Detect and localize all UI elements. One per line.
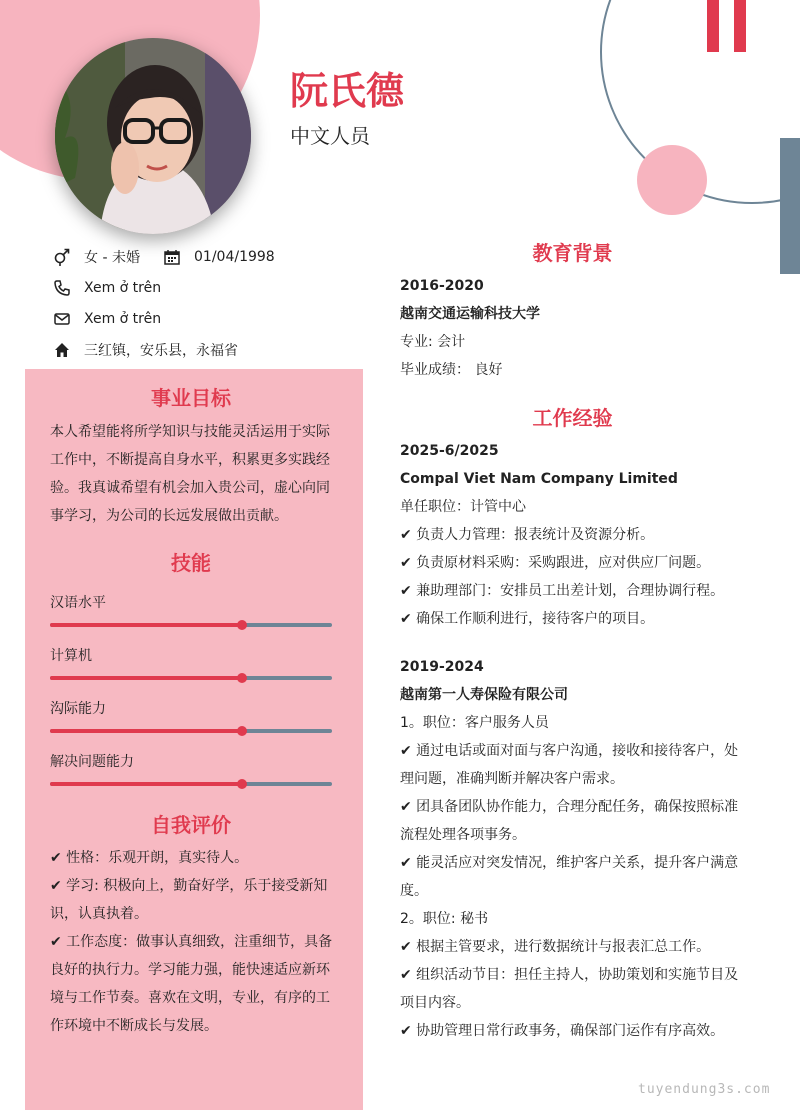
birthdate-text: 01/04/1998 bbox=[194, 249, 275, 265]
skills-title: 技能 bbox=[171, 551, 211, 575]
candidate-name: 阮氏德 bbox=[290, 68, 405, 113]
skill-bar-knob bbox=[237, 673, 247, 683]
skill-bar-fill bbox=[50, 729, 242, 733]
skill-bar bbox=[50, 782, 332, 786]
job-detail-line: ✔ 根据主管要求，进行数据统计与报表汇总工作。 bbox=[400, 939, 711, 955]
job-detail-line: 1。职位：客户服务人员 bbox=[400, 715, 549, 731]
calendar-icon bbox=[162, 249, 182, 265]
education-period: 2016-2020 bbox=[400, 278, 484, 294]
paragraph-line: 本人希望能将所学知识与技能灵活运用于实际 bbox=[50, 424, 330, 440]
job-company: 越南第一人寿保险有限公司 bbox=[400, 687, 568, 703]
skill-bar-fill bbox=[50, 782, 242, 786]
skill-label: 计算机 bbox=[50, 648, 92, 664]
skill-label: 解决问题能力 bbox=[50, 754, 134, 770]
watermark: tuyendung3s.com bbox=[638, 1082, 771, 1097]
education-school: 越南交通运输科技大学 bbox=[400, 306, 540, 322]
experience-title: 工作经验 bbox=[532, 406, 613, 430]
paragraph-line: 识，认真执着。 bbox=[50, 906, 148, 922]
job-detail-line: ✔ 协助管理日常行政事务，确保部门运作有序高效。 bbox=[400, 1023, 725, 1039]
email-text: Xem ở trên bbox=[84, 311, 162, 327]
birthdate-row bbox=[162, 247, 275, 267]
paragraph-line: 事学习，为公司的长远发展做出贡献。 bbox=[50, 508, 288, 524]
skill-label: 汉语水平 bbox=[50, 595, 106, 611]
skill-bar-knob bbox=[237, 779, 247, 789]
job-detail-line: ✔ 组织活动节目：担任主持人，协助策划和实施节目及 bbox=[400, 967, 739, 983]
paragraph-line: ✔ 性格：乐观开朗，真实待人。 bbox=[50, 850, 249, 866]
job-detail-line: ✔ 通过电话或面对面与客户沟通，接收和接待客户，处 bbox=[400, 743, 739, 759]
address-row bbox=[52, 340, 238, 360]
experience-job-2 bbox=[400, 653, 738, 1045]
skill-label: 沟际能力 bbox=[50, 701, 106, 717]
home-icon bbox=[52, 342, 72, 358]
education-title: 教育背景 bbox=[532, 241, 613, 265]
gender-text: 女 - 未婚 bbox=[84, 250, 140, 266]
address-text: 三红镇，安乐县，永福省 bbox=[84, 343, 238, 359]
job-company: Compal Viet Nam Company Limited bbox=[400, 471, 678, 487]
paragraph-line: 作环境中不断成长与发展。 bbox=[50, 1018, 218, 1034]
phone-text: Xem ở trên bbox=[84, 280, 162, 296]
skill-bar-fill bbox=[50, 676, 242, 680]
job-detail-line: ✔ 能灵活应对突发情况，维护客户关系，提升客户满意 bbox=[400, 855, 739, 871]
decorative-red-bar bbox=[707, 0, 719, 52]
skill-bar-fill bbox=[50, 623, 242, 627]
self-evaluation-text bbox=[50, 844, 332, 1040]
skill-bar bbox=[50, 623, 332, 627]
experience-job-1 bbox=[400, 437, 724, 633]
email-row bbox=[52, 309, 161, 329]
skill-bar-knob bbox=[237, 620, 247, 630]
job-detail-line: ✔ 负责原材料采购：采购跟进，应对供应厂问题。 bbox=[400, 555, 711, 571]
email-icon bbox=[52, 312, 72, 326]
job-detail-line: 流程处理各项事务。 bbox=[400, 827, 526, 843]
phone-row bbox=[52, 278, 161, 298]
career-objective-text bbox=[50, 418, 330, 530]
education-grade: 毕业成绩： 良好 bbox=[400, 362, 503, 378]
education-section bbox=[400, 272, 540, 384]
education-major: 专业: 会计 bbox=[400, 334, 466, 350]
paragraph-line: 良好的执行力。学习能力强，能快速适应新环 bbox=[50, 962, 330, 978]
phone-icon bbox=[52, 280, 72, 296]
job-detail-line: ✔ 团具备团队协作能力，合理分配任务，确保按照标准 bbox=[400, 799, 739, 815]
job-detail-line: 项目内容。 bbox=[400, 995, 470, 1011]
job-detail-line: 理问题，准确判断并解决客户需求。 bbox=[400, 771, 624, 787]
paragraph-line: ✔ 工作态度：做事认真细致，注重细节，具备 bbox=[50, 934, 333, 950]
avatar bbox=[55, 38, 251, 234]
job-detail-line: ✔ 兼助理部门：安排员工出差计划，合理协调行程。 bbox=[400, 583, 725, 599]
job-period: 2019-2024 bbox=[400, 659, 484, 675]
paragraph-line: 工作中，不断提高自身水平，积累更多实践经 bbox=[50, 452, 330, 468]
decorative-pink-dot bbox=[637, 145, 707, 215]
gender-row bbox=[52, 247, 140, 267]
skill-bar bbox=[50, 676, 332, 680]
job-detail-line: ✔ 确保工作顺利进行，接待客户的项目。 bbox=[400, 611, 655, 627]
self-evaluation-title: 自我评价 bbox=[151, 813, 231, 837]
paragraph-line: ✔ 学习: 积极向上，勤奋好学，乐于接受新知 bbox=[50, 878, 328, 894]
decorative-red-bar bbox=[734, 0, 746, 52]
job-detail-line: 度。 bbox=[400, 883, 428, 899]
decorative-slate-bar bbox=[780, 138, 800, 274]
skill-bar-knob bbox=[237, 726, 247, 736]
paragraph-line: 验。我真诚希望有机会加入贵公司，虚心向同 bbox=[50, 480, 330, 496]
career-objective-title: 事业目标 bbox=[151, 386, 231, 410]
job-period: 2025-6/2025 bbox=[400, 443, 499, 459]
paragraph-line: 境与工作节奏。喜欢在文明，专业，有序的工 bbox=[50, 990, 330, 1006]
gender-icon bbox=[52, 248, 72, 266]
job-detail-line: ✔ 负责人力管理：报表统计及资源分析。 bbox=[400, 527, 655, 543]
skill-bar bbox=[50, 729, 332, 733]
job-detail-line: 2。职位: 秘书 bbox=[400, 911, 489, 927]
job-detail-line: 单任职位：计管中心 bbox=[400, 499, 526, 515]
job-title: 中文人员 bbox=[290, 124, 370, 148]
